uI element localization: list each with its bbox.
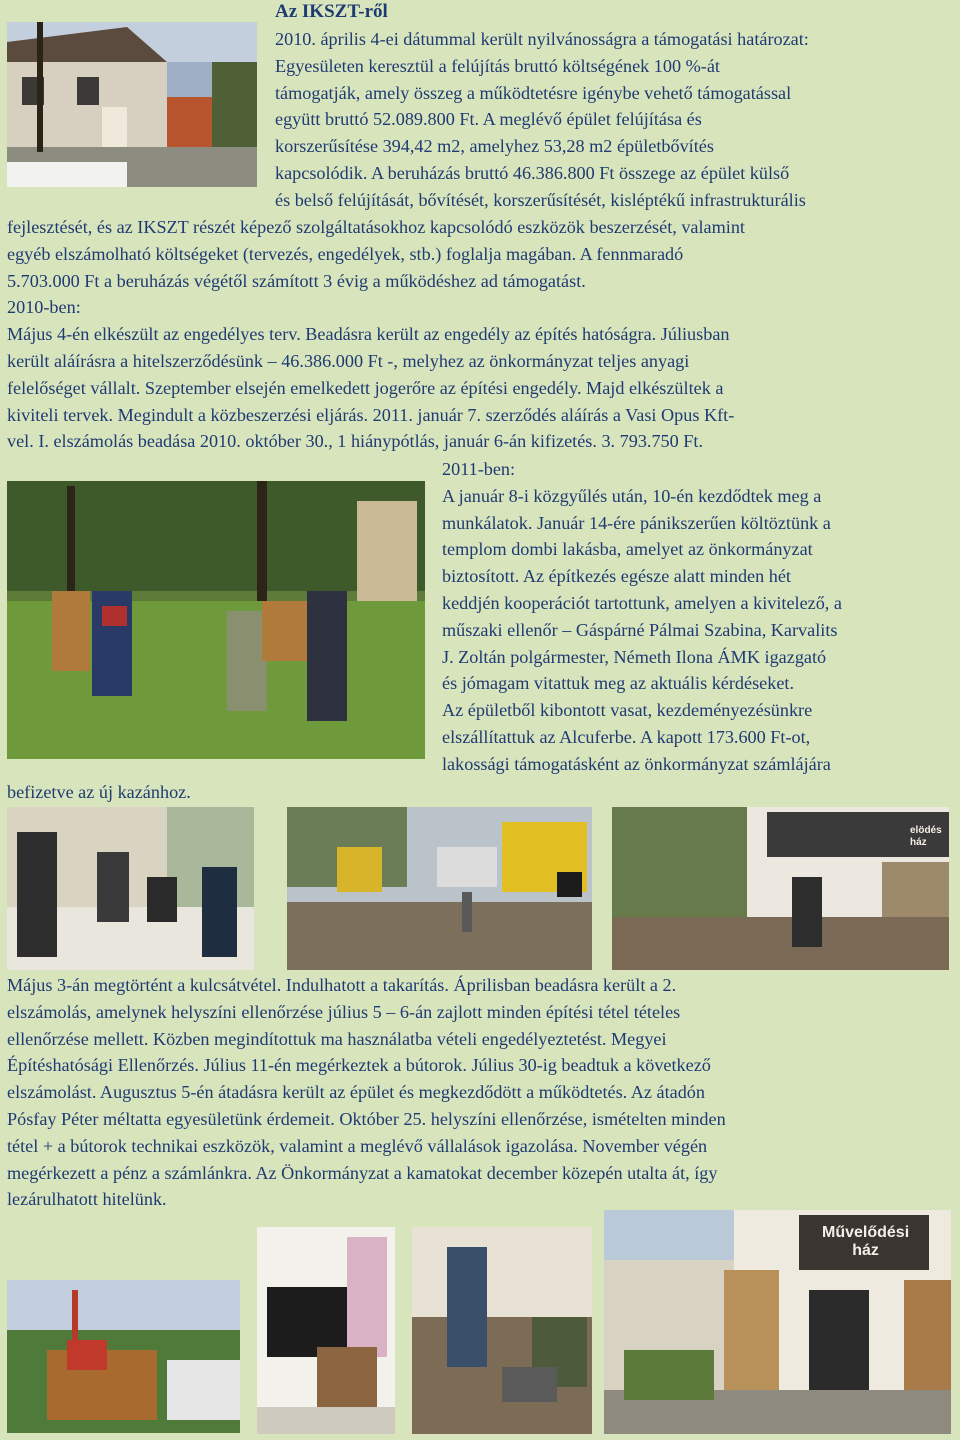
text-line: keddjén kooperációt tartottunk, amelyen a kivitelező, a [442,592,842,613]
text-line: és jómagam vitattuk meg az aktuális kérdéseket. [442,673,795,694]
photo-moving-chairs [7,481,425,759]
page-title: Az IKSZT-ről [275,1,388,22]
text-line: munkálatok. Január 14-ére pánikszerűen költöztünk a [442,512,831,533]
text-line: műszaki ellenőr – Gáspárné Pálmai Szabina, Karvalits [442,619,838,640]
text-line: Egyesületen keresztül a felújítás bruttó költségének 100 %-át [275,55,720,76]
text-line: A január 8-i közgyűlés után, 10-én kezdődtek meg a [442,485,822,506]
text-line: 2010. április 4-ei dátummal került nyilvánosságra a támogatási határozat: [275,29,809,49]
photo-old-building [7,22,257,187]
photo-site-cleanup [412,1227,592,1434]
text-line: tétel + a bútorok technikai eszközök, valamint a meglévő vállalások igazolása. November végén [7,1135,708,1156]
text-line: 2010-ben: [7,297,81,318]
text-line: egyéb elszámolható költségeket (tervezés, engedélyek, stb.) foglalja magában. A fennmaradó [7,243,684,264]
paragraph-2010 [7,214,745,455]
text-line: felelőséget vállalt. Szeptember elsején emelkedett jogerőre az építési engedély. Majd elkészültek a [7,377,724,398]
text-line: együtt bruttó 52.089.800 Ft. A meglévő épület felújítása és [275,109,702,130]
text-line: vel. I. elszámolás beadása 2010. október 30., 1 hiánypótlás, január 6-án kifizetés. 3. 793.750 Ft. [7,431,704,452]
paragraph-grant-decision [275,26,809,214]
photo-new-building [612,807,949,970]
text-line: elszállítattuk az Alcuferbe. A kapott 173.600 Ft-ot, [442,726,811,747]
text-line: Pósfay Péter méltatta egyesületünk érdemeit. Október 25. helyszíni ellenőrzése, ismételten minden [7,1108,726,1129]
text-line: Május 4-én elkészült az engedélyes terv. Beadásra került az engedély az építés hatóságra. Júliusban [7,324,730,345]
text-line: került aláírásra a hitelszerződésünk – 46.386.000 Ft -, melyhez az önkormányzat teljes anyagi [7,350,690,371]
photo-cultural-house [604,1210,951,1434]
text-line: Az épületből kibontott vasat, kezdeményezésünkre [442,700,813,721]
text-line: kapcsolódik. A beruházás bruttó 46.386.800 Ft összege az épület külső [275,162,790,183]
text-line: Május 3-án megtörtént a kulcsátvétel. Indulhatott a takarítás. Áprilisban beadásra került a 2. [7,975,677,995]
text-line: és belső felújítását, bővítését, korszerűsítését, kisléptékű infrastrukturális [275,189,806,210]
text-line: befizetve az új kazánhoz. [7,782,191,802]
text-line: fejlesztését, és az IKSZT részét képező szolgáltatásokhoz kapcsolódó eszközök beszerzését, valamint [7,217,745,237]
text-line: templom dombi lakásba, amelyet az önkormányzat [442,539,813,560]
text-line: elszámolás, amelynek helyszíni ellenőrzése július 5 – 6-án zajlott minden építési tétel tételes [7,1001,681,1022]
photo-site-meeting [7,807,254,970]
photo-furniture-unloading [7,1280,240,1433]
building-sign: elödés ház [910,825,942,848]
text-line: biztosított. Az építkezés egésze alatt minden hét [442,566,791,587]
text-line: 2011-ben: [442,459,516,479]
text-line: lezárulhatott hitelünk. [7,1189,167,1210]
text-line: kiviteli tervek. Megindult a közbeszerzési eljárás. 2011. január 7. szerződés aláírás a Vasi Opus Kft- [7,404,735,425]
paragraph-completion [7,972,726,1213]
text-line: Építéshatósági Ellenőrzés. Július 11-én megérkeztek a bútorok. Július 30-ig beadtuk a következő [7,1055,711,1076]
text-line: elszámolást. Augusztus 5-én átadásra került az épület és megkezdődött a működtetés. Az átadón [7,1082,705,1103]
photo-chair-assembly [257,1227,395,1434]
building-sign: Művelődési ház [822,1224,910,1259]
text-line: megérkezett a pénz a számlánkra. Az Önkormányzat a kamatokat december közepén utalta át, így [7,1162,718,1183]
photo-construction-excavator [287,807,592,970]
text-line: J. Zoltán polgármester, Németh Ilona ÁMK igazgató [442,646,827,667]
text-line: korszerűsítése 394,42 m2, amelyhez 53,28 m2 épületbővítés [275,136,714,157]
paragraph-2011 [442,456,842,778]
text-line: támogatják, amely összeg a működtetésre igénybe vehető támogatással [275,82,792,103]
text-line: ellenőrzése mellett. Közben megindítottuk ma használatba vételi engedélyeztetést. Megyei [7,1028,667,1049]
text-line: lakossági támogatásként az önkormányzat számlájára [442,753,831,774]
text-line: 5.703.000 Ft a beruházás végétől számított 3 évig a működéshez ad támogatást. [7,270,586,291]
